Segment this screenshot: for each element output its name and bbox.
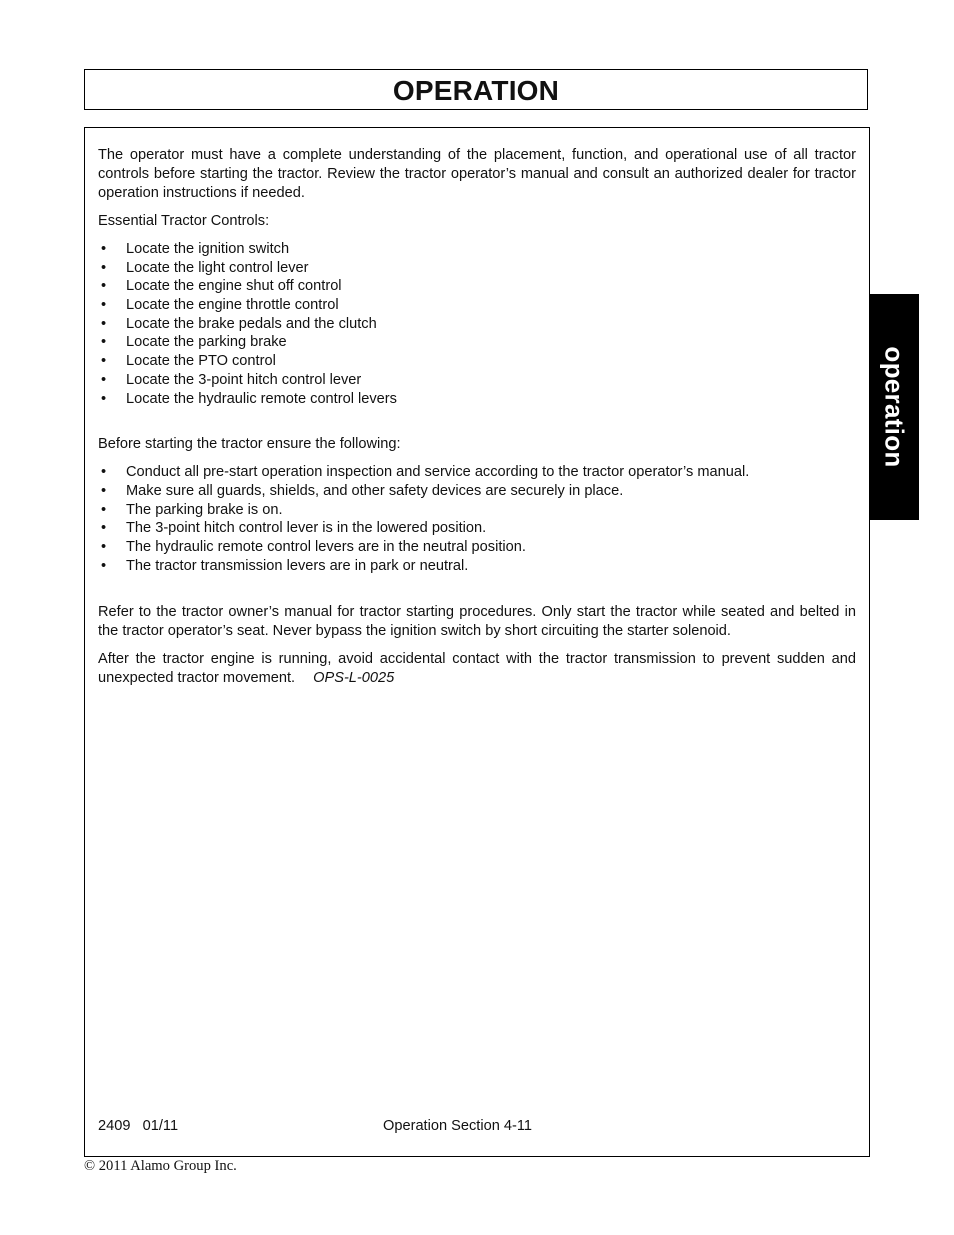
bullet: • <box>101 538 107 555</box>
section-header <box>84 69 868 110</box>
reference-code: OPS-L-0025 <box>313 670 395 687</box>
bullet: • <box>101 297 107 314</box>
starting-paragraph: Refer to the tractor owner’s manual for tractor starting procedures. Only start the tractor while seated and belted in the tractor operator’s seat. Never bypass the ignition switch by short circuiting the starter solenoid. <box>98 604 856 640</box>
controls-heading: Essential Tractor Controls: <box>98 213 270 229</box>
list-item: • Locate the PTO control <box>101 353 276 370</box>
list-item: • The tractor transmission levers are in park or neutral. <box>101 557 469 574</box>
footer-page-label: Operation Section 4-11 <box>383 1118 533 1134</box>
list-item: • The 3-point hitch control lever is in the lowered position. <box>101 520 487 537</box>
content-panel <box>84 127 870 1157</box>
intro-paragraph: The operator must have a complete understanding of the placement, function, and operational use of all tractor controls before starting the tractor. Review the tractor operator’s manual and consult an authorized dealer for tractor operation instructions if needed. <box>98 147 856 201</box>
list-item: • Locate the light control lever <box>101 259 309 276</box>
bullet: • <box>101 259 107 276</box>
checks-list <box>98 463 856 575</box>
list-item: • Locate the ignition switch <box>101 241 290 257</box>
bullet: • <box>101 464 107 481</box>
list-item: • Locate the engine throttle control <box>101 297 339 314</box>
content-body <box>98 146 856 688</box>
bullet: • <box>101 557 107 574</box>
bullet: • <box>101 315 107 332</box>
list-item: • Locate the hydraulic remote control levers <box>101 390 397 407</box>
list-item: • Make sure all guards, shields, and other safety devices are securely in place. <box>101 482 624 499</box>
bullet: • <box>101 482 107 499</box>
bullet: • <box>101 501 107 518</box>
running-text: After the tractor engine is running, avoid accidental contact with the tractor transmission to prevent sudden and unexpected tractor movement. <box>98 651 856 687</box>
list-item: • Locate the 3-point hitch control lever <box>101 371 362 388</box>
running-paragraph <box>98 650 856 688</box>
list-item: • The parking brake is on. <box>101 501 283 518</box>
bullet: • <box>101 353 107 370</box>
list-item: • Locate the engine shut off control <box>101 278 342 295</box>
bullet: • <box>101 520 107 537</box>
footer-doc-id: 2409 01/11 <box>98 1118 179 1134</box>
list-item: • The hydraulic remote control levers are in the neutral position. <box>101 538 526 555</box>
side-tab-label: operation <box>879 346 910 468</box>
list-item: • Locate the parking brake <box>101 334 287 351</box>
list-item: • Locate the brake pedals and the clutch <box>101 315 377 332</box>
controls-list <box>98 240 856 408</box>
bullet: • <box>101 278 107 295</box>
list-item: • Conduct all pre-start operation inspection and service according to the tractor operator’s manual. <box>101 464 750 481</box>
section-title: OPERATION <box>392 74 560 106</box>
bullet: • <box>101 334 107 351</box>
checks-heading: Before starting the tractor ensure the following: <box>98 436 401 453</box>
bullet: • <box>101 241 107 257</box>
side-section-tab <box>869 294 919 520</box>
copyright: © 2011 Alamo Group Inc. <box>84 1158 237 1174</box>
bullet: • <box>101 390 107 407</box>
bullet: • <box>101 371 107 388</box>
